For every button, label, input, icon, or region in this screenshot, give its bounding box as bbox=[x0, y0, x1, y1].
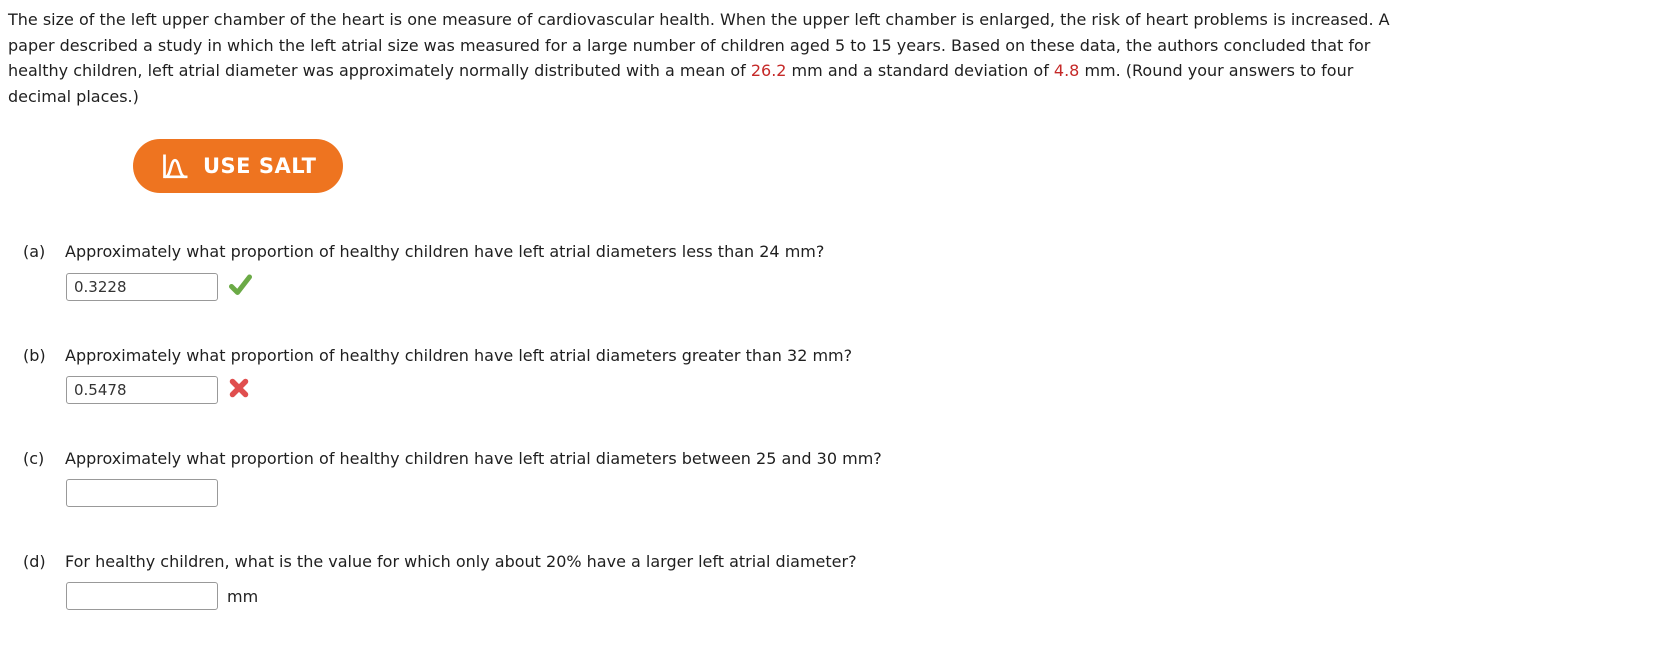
incorrect-x-icon bbox=[228, 377, 250, 403]
answer-unit-label: mm bbox=[227, 586, 259, 606]
problem-line-2: paper described a study in which the left atrial size was measured for a large number of children aged 5 to 15 years. Based on these data, the authors concluded that for bbox=[8, 35, 1371, 55]
sd-value: 4.8 bbox=[1053, 61, 1080, 80]
question-a bbox=[23, 241, 1672, 301]
question-c-label: (c) bbox=[23, 449, 45, 468]
question-c bbox=[23, 448, 1672, 507]
problem-line-3 bbox=[8, 58, 1672, 84]
problem-line-1: The size of the left upper chamber of the heart is one measure of cardiovascular health. When the upper left chamber is enlarged, the risk of heart problems is increased. A bbox=[8, 10, 1390, 29]
answer-input-a[interactable] bbox=[66, 273, 218, 301]
question-b-label: (b) bbox=[23, 346, 46, 365]
problem-line-3-text3: mm. (Round your answers to four bbox=[1079, 61, 1354, 80]
normal-curve-icon bbox=[160, 153, 191, 180]
problem-line-3-text2: mm and a standard deviation of bbox=[786, 61, 1054, 80]
question-b bbox=[23, 345, 1672, 404]
mean-value: 26.2 bbox=[750, 61, 787, 80]
problem-line-4: decimal places.) bbox=[8, 86, 139, 106]
question-b-text: Approximately what proportion of healthy children have left atrial diameters greater than 32 mm? bbox=[65, 346, 853, 365]
correct-check-icon bbox=[228, 272, 253, 301]
answer-input-d[interactable] bbox=[66, 582, 218, 610]
question-c-text: Approximately what proportion of healthy children have left atrial diameters between 25 and 30 mm? bbox=[65, 449, 882, 468]
answer-input-c[interactable] bbox=[66, 479, 218, 507]
answer-input-b[interactable] bbox=[66, 376, 218, 404]
question-d-label: (d) bbox=[23, 552, 46, 571]
question-d bbox=[23, 551, 1672, 610]
use-salt-label: USE SALT bbox=[203, 154, 317, 178]
problem-line-3-text: healthy children, left atrial diameter was approximately normally distributed with a mean of bbox=[8, 61, 751, 80]
question-a-text: Approximately what proportion of healthy children have left atrial diameters less than 24 mm? bbox=[65, 242, 825, 261]
problem-statement bbox=[8, 7, 1672, 109]
question-list bbox=[0, 241, 1672, 610]
question-a-label: (a) bbox=[23, 242, 46, 261]
question-d-text: For healthy children, what is the value for which only about 20% have a larger left atrial diameter? bbox=[65, 552, 857, 571]
use-salt-button[interactable] bbox=[133, 139, 343, 193]
